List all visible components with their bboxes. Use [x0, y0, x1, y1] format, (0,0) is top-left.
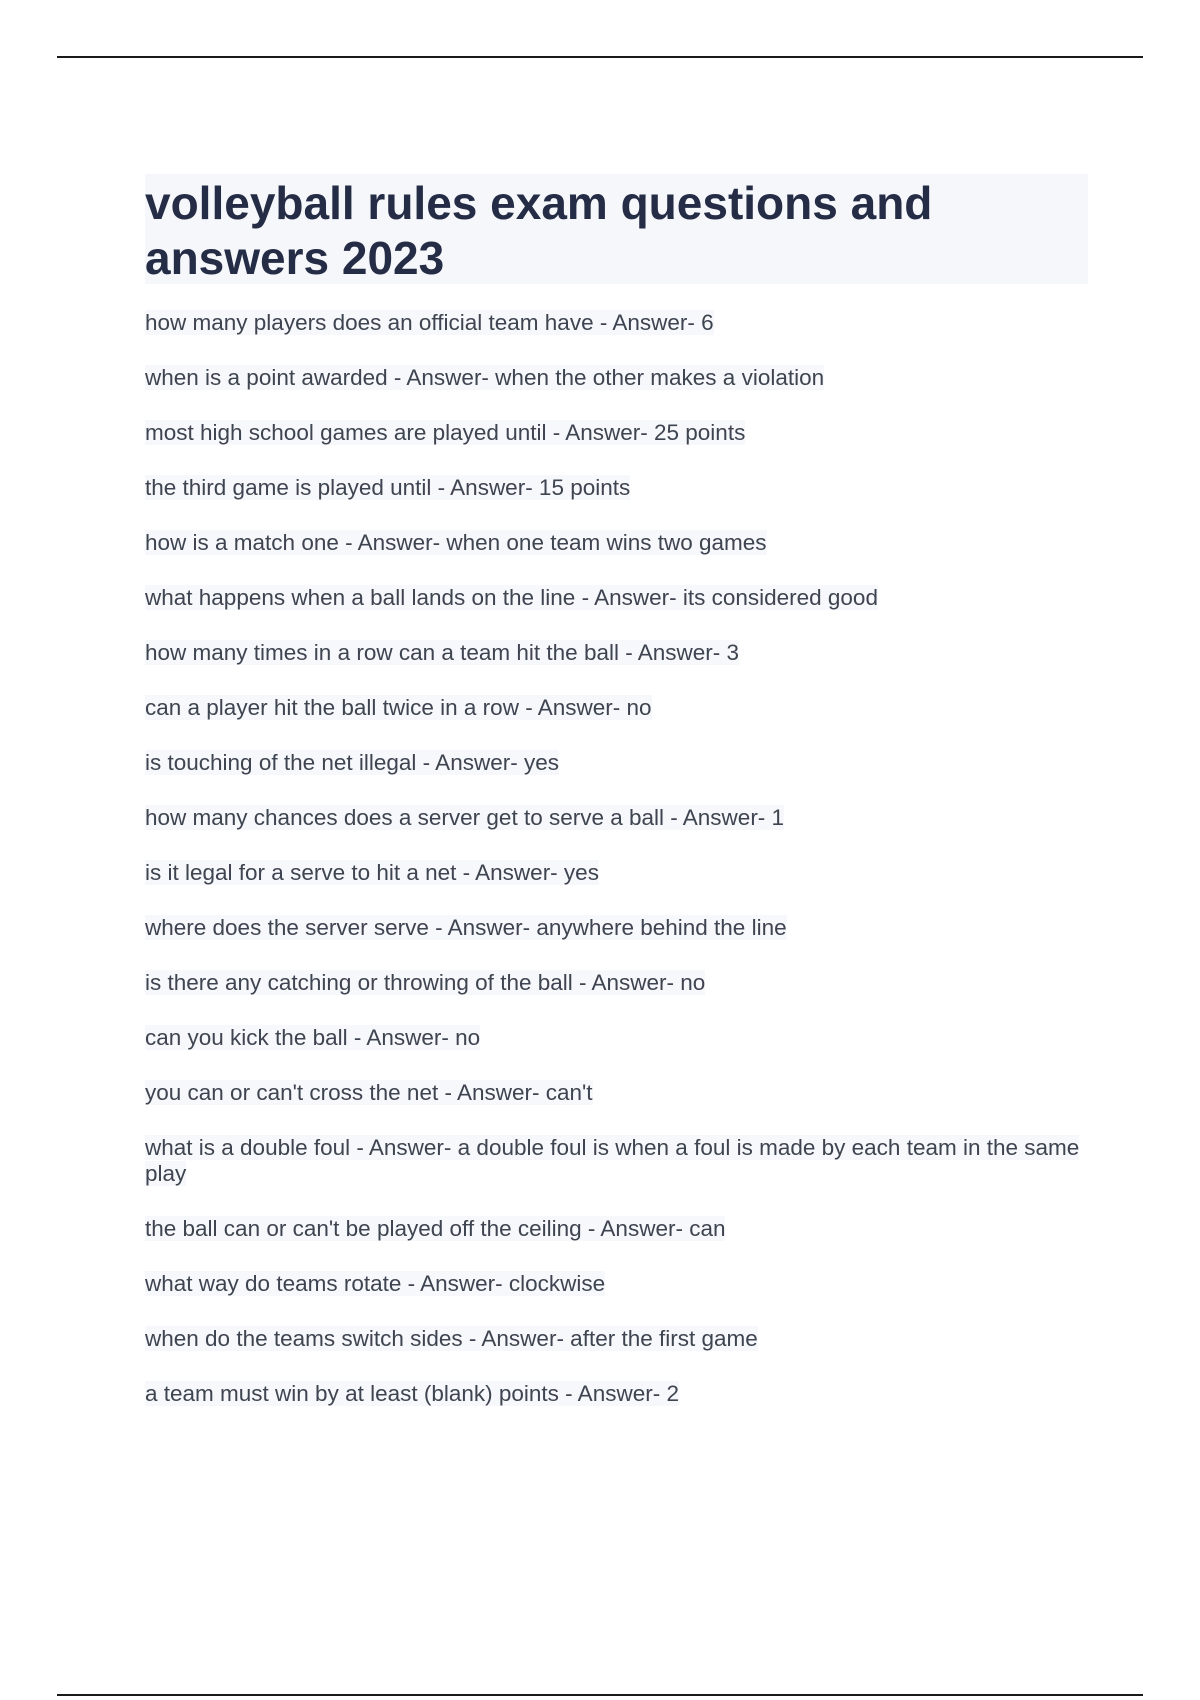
- qa-item: [145, 915, 1095, 941]
- qa-item: [145, 805, 1095, 831]
- qa-item: [145, 1135, 1095, 1187]
- footer-rule: [57, 1694, 1143, 1696]
- qa-text: what happens when a ball lands on the line - Answer- its considered good: [145, 585, 878, 610]
- qa-item: [145, 420, 1095, 446]
- qa-text: what is a double foul - Answer- a double foul is when a foul is made by each team in the same play: [145, 1135, 1080, 1186]
- qa-item: [145, 1326, 1095, 1352]
- qa-text: the third game is played until - Answer- 15 points: [145, 475, 631, 500]
- qa-text: the ball can or can't be played off the ceiling - Answer- can: [145, 1216, 726, 1241]
- qa-item: [145, 365, 1095, 391]
- header-rule: [57, 56, 1143, 58]
- document-title: volleyball rules exam questions and answers 2023: [145, 177, 933, 284]
- qa-text: a team must win by at least (blank) points - Answer- 2: [145, 1381, 679, 1406]
- qa-text: when do the teams switch sides - Answer- after the first game: [145, 1326, 758, 1351]
- qa-item: [145, 970, 1095, 996]
- qa-text: how many players does an official team have - Answer- 6: [145, 310, 714, 335]
- qa-item: [145, 475, 1095, 501]
- qa-text: you can or can't cross the net - Answer- can't: [145, 1080, 593, 1105]
- qa-item: [145, 640, 1095, 666]
- qa-item: [145, 1216, 1095, 1242]
- qa-text: most high school games are played until - Answer- 25 points: [145, 420, 746, 445]
- qa-item: [145, 585, 1095, 611]
- qa-item: [145, 860, 1095, 886]
- qa-text: where does the server serve - Answer- anywhere behind the line: [145, 915, 787, 940]
- qa-text: how many times in a row can a team hit the ball - Answer- 3: [145, 640, 740, 665]
- qa-item: [145, 1080, 1095, 1106]
- qa-text: can you kick the ball - Answer- no: [145, 1025, 481, 1050]
- qa-item: [145, 1271, 1095, 1297]
- qa-text: is it legal for a serve to hit a net - Answer- yes: [145, 860, 599, 885]
- qa-item: [145, 310, 1095, 336]
- qa-text: is there any catching or throwing of the ball - Answer- no: [145, 970, 706, 995]
- qa-item: [145, 695, 1095, 721]
- qa-text: when is a point awarded - Answer- when the other makes a violation: [145, 365, 825, 390]
- qa-item: [145, 1025, 1095, 1051]
- qa-text: is touching of the net illegal - Answer- yes: [145, 750, 559, 775]
- qa-text: how many chances does a server get to serve a ball - Answer- 1: [145, 805, 785, 830]
- qa-text: how is a match one - Answer- when one team wins two games: [145, 530, 767, 555]
- qa-item: [145, 530, 1095, 556]
- qa-text: can a player hit the ball twice in a row - Answer- no: [145, 695, 652, 720]
- qa-text: what way do teams rotate - Answer- clockwise: [145, 1271, 606, 1296]
- qa-item: [145, 750, 1095, 776]
- title-block: [145, 174, 1088, 284]
- qa-list: [145, 310, 1095, 1436]
- qa-item: [145, 1381, 1095, 1407]
